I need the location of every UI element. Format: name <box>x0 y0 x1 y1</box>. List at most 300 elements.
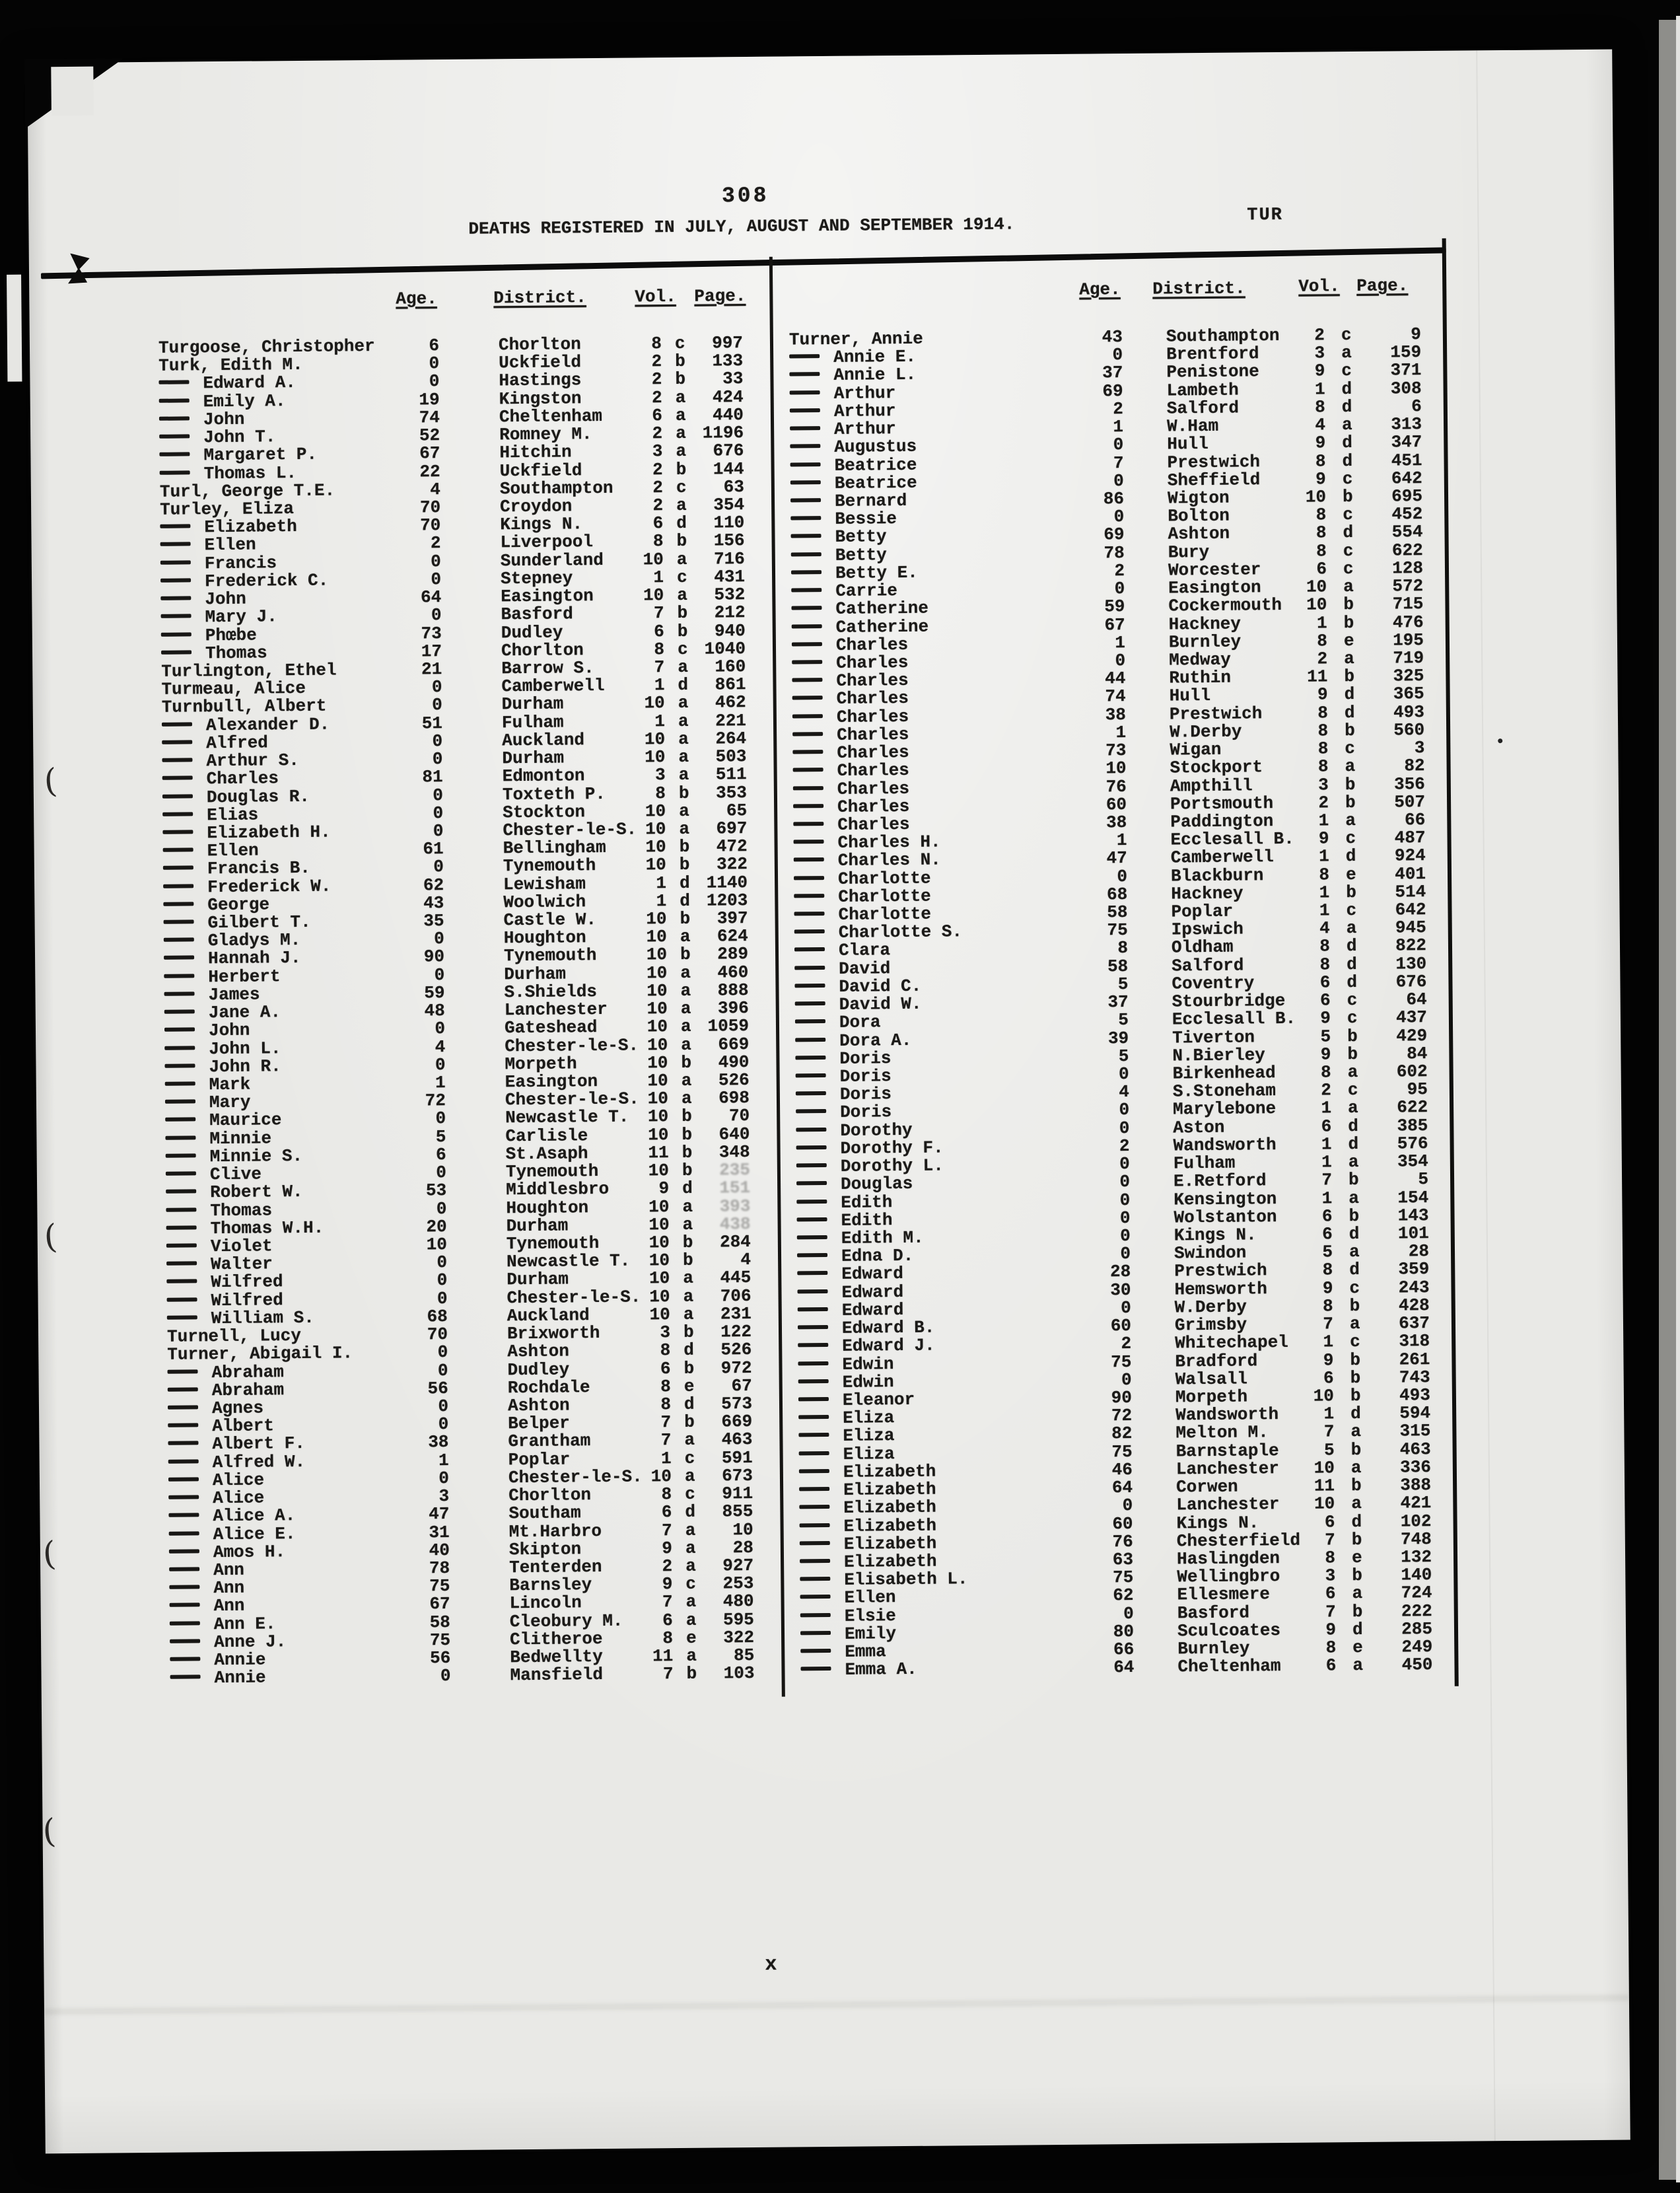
page-ref-cell: 911 <box>722 1484 753 1504</box>
district-cell: Sheffield <box>1167 470 1261 491</box>
vol-letter-cell: a <box>683 1268 694 1289</box>
ditto-dash <box>162 722 192 726</box>
name-text: Elizabeth <box>843 1551 937 1572</box>
age-cell: 62 <box>1113 1585 1134 1606</box>
age-cell: 5 <box>1117 974 1129 995</box>
vol-number-cell: 9 <box>1322 1278 1333 1299</box>
name-text: Dorothy <box>840 1120 913 1141</box>
vol-letter-cell: a <box>676 549 687 569</box>
vol-number-cell: 8 <box>1319 864 1330 885</box>
vol-number-cell: 8 <box>654 639 665 660</box>
age-cell: 1 <box>1113 417 1124 437</box>
name-text: Edith <box>841 1192 893 1213</box>
name-text: Charles <box>837 778 910 799</box>
name-text: Emily A. <box>203 390 286 412</box>
vol-number-cell: 7 <box>1325 1601 1336 1622</box>
vol-letter-cell: b <box>681 1052 692 1073</box>
age-cell: 78 <box>1103 542 1125 563</box>
vol-number-cell: 10 <box>646 909 667 929</box>
name-text: Elizabeth H. <box>207 822 331 844</box>
ditto-dash <box>794 912 824 916</box>
age-cell: 39 <box>1107 1028 1129 1048</box>
paper-crease <box>1476 50 1496 2141</box>
vol-number-cell: 6 <box>660 1358 671 1379</box>
page-ref-cell: 356 <box>1393 773 1425 795</box>
scan-notch <box>51 67 94 116</box>
col-header-district-right: District. <box>1152 278 1245 299</box>
vol-letter-cell: a <box>1345 756 1356 777</box>
age-cell: 0 <box>437 1270 448 1291</box>
ditto-dash <box>791 552 822 556</box>
ditto-dash <box>169 1531 199 1535</box>
vol-number-cell: 8 <box>1325 1637 1337 1658</box>
ditto-dash <box>790 480 821 484</box>
age-cell: 6 <box>435 1144 446 1165</box>
ditto-dash <box>792 714 823 718</box>
name-text: Carrie <box>835 581 898 601</box>
name-text: Turk, Edith M. <box>158 355 303 377</box>
vol-number-cell: 10 <box>648 1161 670 1181</box>
vol-letter-cell: b <box>679 836 690 857</box>
vol-letter-cell: b <box>1347 1044 1358 1064</box>
page-ref-cell: 452 <box>1391 504 1423 524</box>
page-ref-cell: 249 <box>1401 1637 1433 1657</box>
vol-letter-cell: a <box>680 927 691 947</box>
name-text: Edward J. <box>842 1335 935 1357</box>
district-cell: Chesterfield <box>1176 1530 1301 1552</box>
vol-letter-cell: c <box>1347 1080 1358 1100</box>
vol-number-cell: 1 <box>660 1448 672 1468</box>
ditto-dash <box>161 614 192 618</box>
ditto-dash <box>790 444 820 448</box>
ditto-dash <box>166 1262 197 1266</box>
vol-letter-cell: d <box>676 513 687 534</box>
name-text: Charles <box>837 760 909 781</box>
age-cell: 0 <box>432 749 443 770</box>
page-ref-cell: 676 <box>1395 971 1427 992</box>
name-text: Charles N. <box>837 849 941 871</box>
page-ref-cell: 140 <box>1401 1565 1432 1585</box>
page-ref-cell: 472 <box>716 836 748 857</box>
vol-letter-cell: a <box>679 801 689 821</box>
page-ref-cell: 822 <box>1395 935 1427 956</box>
vol-number-cell: 5 <box>1322 1242 1333 1262</box>
vol-letter-cell: b <box>682 1232 693 1252</box>
name-text: Charles <box>837 742 909 763</box>
ditto-dash <box>792 660 822 664</box>
age-cell: 0 <box>1119 1172 1131 1192</box>
ditto-dash <box>166 1279 197 1283</box>
name-text: Hannah J. <box>207 948 301 969</box>
name-text: Eliza <box>843 1408 895 1429</box>
col-header-page-right: Page. <box>1356 275 1409 296</box>
ditto-dash <box>799 1469 829 1473</box>
name-text: Thomas <box>205 643 267 663</box>
name-text: Catherine <box>835 598 929 620</box>
ditto-dash <box>170 1621 200 1625</box>
vol-number-cell: 1 <box>1319 846 1329 867</box>
vol-number-cell: 8 <box>651 334 662 354</box>
vol-number-cell: 6 <box>1316 559 1327 579</box>
name-text: Arthur <box>833 400 896 421</box>
ditto-dash <box>795 1056 825 1060</box>
name-text: Francis B. <box>207 858 311 879</box>
ditto-dash <box>800 1595 831 1599</box>
name-text: Elsie <box>844 1605 896 1626</box>
age-cell: 64 <box>1111 1478 1133 1498</box>
district-cell: Kings N. <box>500 514 583 535</box>
vol-letter-cell: a <box>1347 1062 1358 1083</box>
name-text: Dorothy L. <box>840 1155 944 1176</box>
age-cell: 0 <box>434 964 445 985</box>
vol-letter-cell: a <box>679 818 690 839</box>
age-cell: 56 <box>427 1378 448 1399</box>
ditto-dash <box>166 1171 196 1175</box>
vol-letter-cell: a <box>685 1520 696 1540</box>
page-ref-cell: 493 <box>1393 701 1425 723</box>
name-text: Albert <box>212 1416 275 1437</box>
name-text: Charles <box>837 796 910 817</box>
vol-letter-cell: a <box>1349 1314 1360 1334</box>
page-ref-cell: 428 <box>1398 1295 1430 1316</box>
ditto-dash <box>789 354 820 358</box>
page-ref-cell: 476 <box>1392 612 1424 633</box>
age-cell: 0 <box>436 1198 447 1219</box>
age-cell: 4 <box>435 1036 446 1057</box>
district-cell: Grimsby <box>1174 1314 1247 1336</box>
ditto-dash <box>794 857 824 861</box>
page-ref-cell: 243 <box>1398 1277 1430 1298</box>
ditto-dash <box>796 1128 826 1132</box>
page-ref-cell: 855 <box>722 1501 753 1522</box>
page-ref-cell: 1196 <box>702 423 744 443</box>
vol-letter-cell: c <box>1349 1277 1360 1298</box>
name-text: Clara <box>838 940 891 961</box>
district-cell: Portsmouth <box>1170 793 1274 814</box>
name-text: David W. <box>839 993 922 1015</box>
page-ref-cell: 6 <box>1411 396 1422 417</box>
name-text: Mary J. <box>205 606 277 628</box>
page-edge-sliver <box>1676 16 1680 2182</box>
vol-number-cell: 7 <box>1321 1170 1333 1190</box>
page-ref-cell: 318 <box>1399 1331 1430 1351</box>
age-cell: 76 <box>1112 1531 1133 1552</box>
vol-letter-cell: d <box>1344 702 1355 723</box>
page-ref-cell: 642 <box>1395 900 1426 920</box>
age-cell: 48 <box>424 1001 445 1021</box>
margin-paren-mark: ( <box>41 1811 57 1851</box>
name-text: Amos H. <box>213 1541 286 1562</box>
page-ref-cell: 576 <box>1397 1133 1428 1154</box>
age-cell: 0 <box>436 1163 447 1183</box>
vol-number-cell: 10 <box>647 1089 669 1109</box>
page-ref-cell: 63 <box>723 476 745 497</box>
ditto-dash <box>793 822 823 826</box>
page-ref-cell: 354 <box>1397 1151 1428 1172</box>
age-cell: 72 <box>425 1091 446 1111</box>
ditto-dash <box>790 408 820 412</box>
vol-number-cell: 1 <box>656 873 667 893</box>
vol-letter-cell: d <box>1349 1260 1360 1280</box>
page-ref-cell: 431 <box>714 566 746 587</box>
ditto-dash <box>166 1190 196 1194</box>
district-cell: N.Bierley <box>1172 1045 1265 1066</box>
vol-number-cell: 8 <box>662 1628 674 1649</box>
ditto-dash <box>796 1073 826 1077</box>
age-cell: 4 <box>1119 1082 1130 1102</box>
vol-number-cell: 6 <box>1324 1511 1335 1532</box>
name-text: Frederick C. <box>204 570 329 592</box>
age-cell: 63 <box>1112 1549 1134 1570</box>
vol-letter-cell: b <box>675 369 686 390</box>
vol-number-cell: 10 <box>644 693 665 713</box>
name-text: Violet <box>210 1236 273 1257</box>
vol-number-cell: 2 <box>1317 649 1328 669</box>
age-cell: 2 <box>1121 1334 1132 1354</box>
vol-number-cell: 6 <box>1325 1655 1337 1676</box>
vol-letter-cell: a <box>1347 1098 1358 1118</box>
vol-letter-cell: d <box>682 1178 693 1199</box>
vol-letter-cell: a <box>678 729 689 749</box>
age-cell: 0 <box>437 1252 448 1273</box>
age-cell: 0 <box>437 1288 448 1309</box>
vol-number-cell: 9 <box>1315 469 1326 489</box>
district-cell: Easington <box>1168 577 1261 598</box>
ditto-dash <box>794 966 825 970</box>
name-text: Minnie S. <box>209 1145 303 1167</box>
ditto-dash <box>796 1181 827 1185</box>
vol-number-cell: 6 <box>1323 1368 1334 1388</box>
name-text: Elias <box>207 805 259 825</box>
age-cell: 75 <box>1112 1567 1134 1588</box>
page-ref-cell: 359 <box>1398 1259 1430 1279</box>
page-ref-cell: 10 <box>732 1519 753 1540</box>
page-ref-cell: 28 <box>732 1537 754 1558</box>
district-cell: Tynemouth <box>503 945 597 966</box>
ditto-dash <box>798 1415 829 1419</box>
vol-letter-cell: e <box>1351 1547 1362 1568</box>
age-cell: 17 <box>421 641 442 662</box>
vol-letter-cell: a <box>1341 343 1352 363</box>
age-cell: 74 <box>419 407 440 428</box>
district-cell: Coventry <box>1172 973 1255 994</box>
vol-letter-cell: c <box>1347 990 1358 1011</box>
district-cell: Southampton <box>1166 326 1280 347</box>
vol-number-cell: 6 <box>652 406 663 426</box>
district-cell: Prestwich <box>1174 1260 1267 1281</box>
vol-letter-cell: a <box>685 1592 697 1612</box>
name-text: Beatrice <box>834 472 917 493</box>
ditto-dash <box>790 426 820 430</box>
age-cell: 0 <box>1114 579 1125 599</box>
district-cell: Mt.Harbro <box>508 1521 602 1542</box>
district-cell: Walsall <box>1175 1369 1248 1390</box>
age-cell: 38 <box>1105 704 1127 725</box>
age-cell: 73 <box>1105 740 1127 761</box>
page-ref-cell: 82 <box>1404 756 1425 776</box>
page-ref-cell: 1059 <box>707 1016 750 1036</box>
district-cell: Ipswich <box>1171 919 1244 940</box>
name-text: Minnie <box>209 1128 272 1149</box>
vol-number-cell: 8 <box>660 1376 671 1396</box>
age-cell: 67 <box>429 1594 450 1614</box>
vol-number-cell: 8 <box>655 783 666 803</box>
district-cell: S.Shields <box>504 981 598 1003</box>
vol-letter-cell: b <box>1352 1565 1363 1586</box>
age-cell: 68 <box>427 1306 448 1327</box>
name-text: Walter <box>210 1254 273 1275</box>
vol-number-cell: 11 <box>1307 666 1328 687</box>
vol-letter-cell: b <box>682 1142 693 1163</box>
page-ref-cell: 261 <box>1399 1349 1430 1370</box>
page-ref-cell: 132 <box>1401 1547 1432 1567</box>
name-text: Anne J. <box>213 1632 287 1652</box>
vol-letter-cell: c <box>1342 468 1353 489</box>
ditto-dash <box>164 974 194 978</box>
page-ref-cell: 95 <box>1407 1079 1428 1100</box>
district-cell: Burnley <box>1177 1638 1250 1659</box>
vol-letter-cell: b <box>1343 594 1354 615</box>
ditto-dash <box>170 1639 200 1643</box>
page-ref-cell: 642 <box>1391 468 1422 489</box>
district-cell: Ashton <box>507 1395 570 1416</box>
district-cell: Easington <box>505 1071 598 1093</box>
name-text: Edward B. <box>841 1317 935 1338</box>
age-cell: 0 <box>438 1414 449 1435</box>
page-ref-cell: 445 <box>720 1268 752 1288</box>
age-cell: 58 <box>1107 902 1128 923</box>
name-text: Arthur S. <box>206 750 300 772</box>
vol-letter-cell: d <box>1346 936 1357 956</box>
vol-letter-cell: b <box>1350 1385 1361 1406</box>
district-cell: W.Derby <box>1170 721 1242 742</box>
age-cell: 0 <box>1119 1100 1130 1120</box>
ditto-dash <box>800 1649 831 1653</box>
vol-letter-cell: d <box>1348 1116 1359 1136</box>
vol-letter-cell: b <box>1345 774 1356 795</box>
age-cell: 0 <box>1119 1118 1130 1138</box>
name-text: Elisabeth L. <box>844 1569 968 1590</box>
vol-number-cell: 2 <box>651 387 662 408</box>
district-cell: Dudley <box>507 1359 570 1380</box>
page-ref-cell: 573 <box>721 1393 753 1414</box>
district-cell: Wigan <box>1170 739 1222 760</box>
page-ref-cell: 927 <box>722 1555 754 1576</box>
name-text: Thomas W.H. <box>210 1217 324 1239</box>
vol-letter-cell: a <box>1352 1583 1363 1604</box>
ditto-dash <box>163 848 193 852</box>
district-cell: Uckfield <box>499 460 582 481</box>
name-text: Turl, George T.E. <box>159 480 335 502</box>
vol-letter-cell: c <box>1343 540 1354 561</box>
vol-letter-cell: a <box>1351 1493 1362 1514</box>
district-cell: Hackney <box>1171 883 1243 904</box>
vol-letter-cell: a <box>1348 1242 1360 1262</box>
name-text: Charles H. <box>837 832 941 853</box>
name-text: Turner, Abigail I. <box>167 1343 353 1365</box>
name-text: Emily <box>844 1623 897 1644</box>
age-cell: 66 <box>1113 1639 1135 1660</box>
vol-number-cell: 2 <box>651 351 662 372</box>
vol-letter-cell: e <box>1352 1637 1363 1658</box>
ditto-dash <box>800 1667 831 1671</box>
age-cell: 5 <box>1118 1046 1129 1066</box>
deaths-table-right <box>789 324 1435 1717</box>
ditto-dash <box>792 696 823 700</box>
vol-number-cell: 10 <box>645 747 666 768</box>
name-text: Agnes <box>211 1398 264 1419</box>
district-cell: Chester-le-S. <box>503 819 637 841</box>
district-cell: Whitechapel <box>1175 1332 1288 1353</box>
page-ref-cell: 67 <box>731 1375 752 1396</box>
district-cell: Stockton <box>503 801 586 823</box>
name-text: Alice E. <box>213 1523 296 1544</box>
name-text: Doris <box>839 1048 892 1069</box>
page-ref-cell: 122 <box>720 1322 752 1342</box>
district-cell: Tenterden <box>509 1556 602 1578</box>
district-cell: Camberwell <box>501 676 605 697</box>
vol-letter-cell: a <box>676 441 687 462</box>
age-cell: 90 <box>1111 1387 1133 1408</box>
page-ref-cell: 624 <box>717 926 748 947</box>
page-ref-cell: 353 <box>715 782 748 803</box>
vol-letter-cell: b <box>682 1106 692 1127</box>
name-text: Alfred <box>206 733 268 754</box>
ditto-dash <box>790 516 821 520</box>
ditto-dash <box>794 840 824 844</box>
ditto-dash <box>165 1100 195 1104</box>
district-cell: Ashton <box>507 1341 570 1362</box>
page-ref-cell: 401 <box>1395 863 1426 884</box>
district-cell: Morpeth <box>505 1054 577 1075</box>
vol-letter-cell: c <box>1347 1008 1358 1028</box>
vol-number-cell: 7 <box>1325 1530 1335 1550</box>
page-ref-cell: 289 <box>717 944 749 964</box>
vol-number-cell: 10 <box>646 927 667 947</box>
page-ref-cell: 424 <box>712 386 744 408</box>
ditto-dash <box>164 919 194 923</box>
name-text: Bessie <box>835 509 897 530</box>
vol-letter-cell: c <box>1350 1332 1360 1352</box>
page-ref-cell: 322 <box>716 854 748 875</box>
page-ref-cell: 490 <box>718 1052 750 1073</box>
age-cell: 58 <box>1107 956 1129 976</box>
age-cell: 60 <box>1112 1513 1133 1534</box>
vol-number-cell: 6 <box>654 621 664 641</box>
ditto-dash <box>798 1307 828 1311</box>
name-text: Thomas <box>210 1200 273 1221</box>
page-ref-cell: 101 <box>1397 1223 1429 1244</box>
age-cell: 0 <box>433 785 444 805</box>
district-cell: Stockport <box>1170 757 1263 778</box>
page-ref-cell: 438 <box>719 1213 751 1235</box>
ditto-dash <box>163 884 193 888</box>
name-text: Ann E. <box>213 1613 276 1634</box>
ditto-dash <box>791 570 822 574</box>
vol-letter-cell: d <box>1344 684 1355 705</box>
vol-number-cell: 2 <box>1318 793 1329 813</box>
vol-letter-cell: c <box>676 567 687 587</box>
district-cell: Bellingham <box>503 838 606 859</box>
district-cell: Mansfield <box>510 1665 604 1686</box>
ditto-dash <box>170 1675 201 1679</box>
name-text: Maurice <box>209 1110 282 1131</box>
age-cell: 0 <box>432 731 443 752</box>
ditto-dash <box>798 1379 829 1383</box>
vol-number-cell: 3 <box>652 441 663 462</box>
district-cell: Hackney <box>1168 614 1242 634</box>
page-ref-cell: 997 <box>712 333 744 353</box>
